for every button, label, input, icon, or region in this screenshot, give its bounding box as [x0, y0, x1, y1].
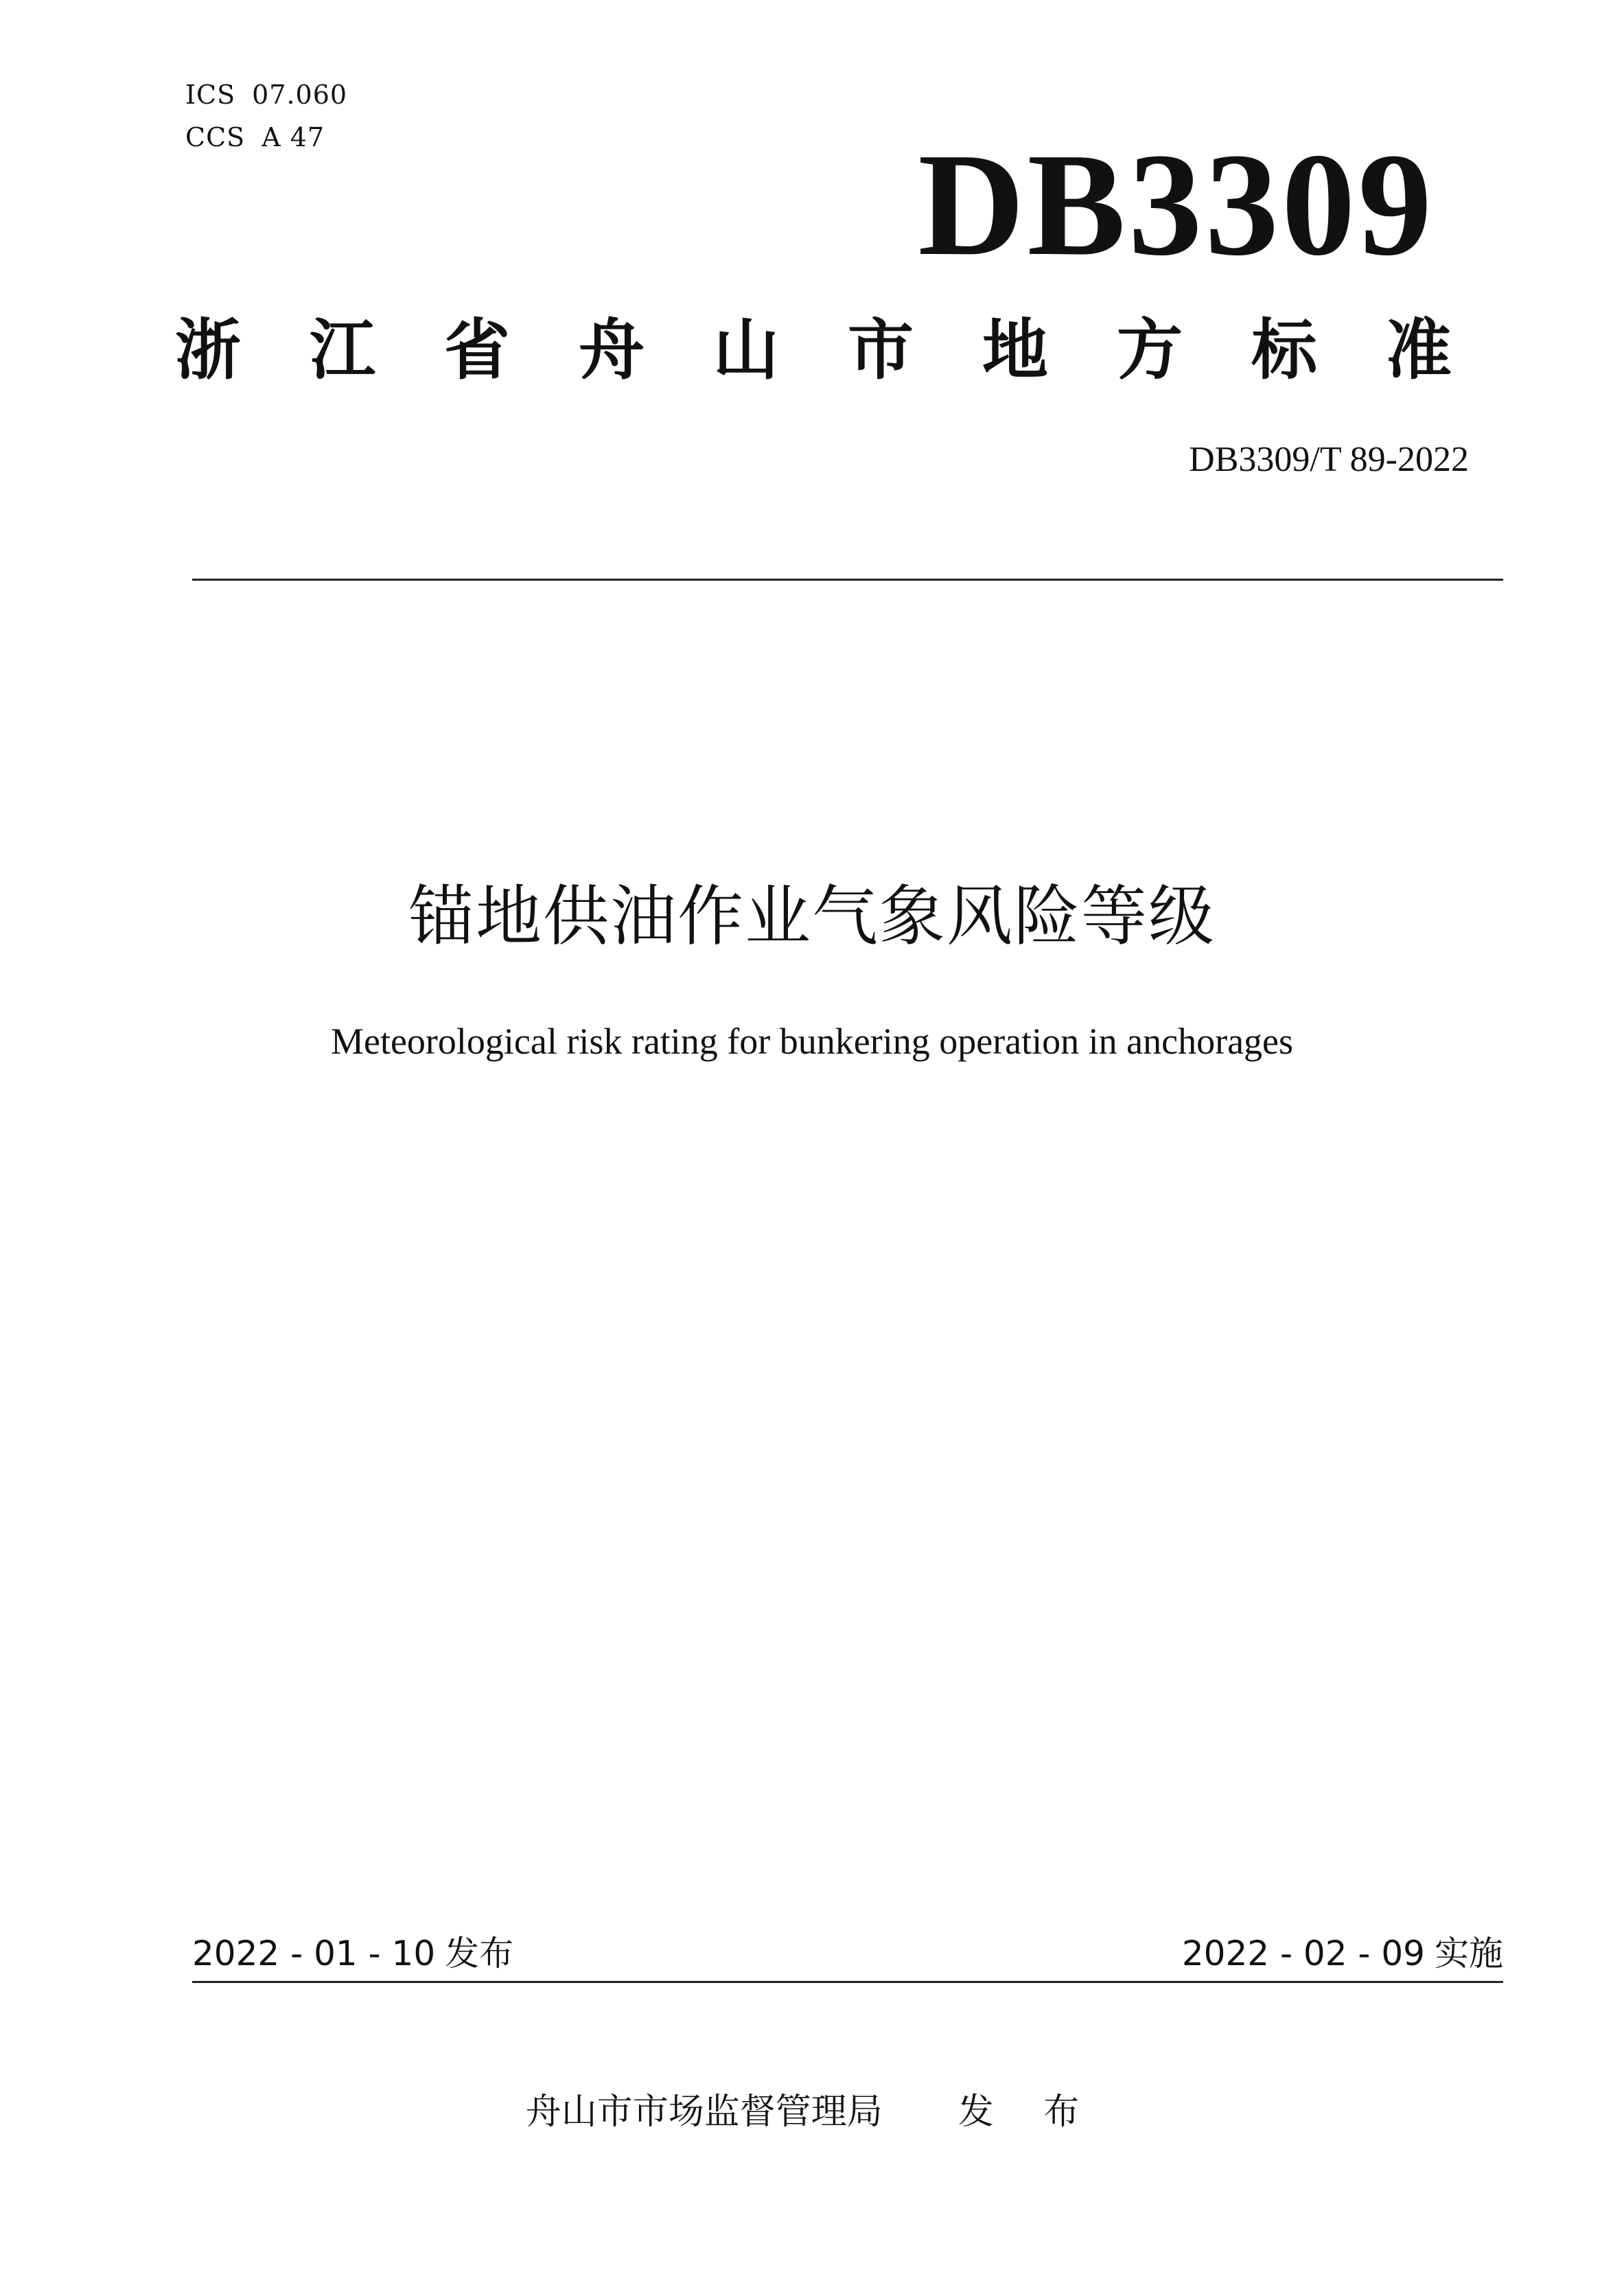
date-row [192, 1927, 1503, 1975]
publish-date: 2022 - 01 - 10 [192, 1934, 436, 1973]
issuer-name: 舟山市市场监督管理局 [525, 2091, 883, 2133]
standard-type-char: 山 [713, 312, 779, 389]
issuer-line [0, 2090, 1624, 2134]
top-divider [192, 579, 1503, 581]
standard-type-char: 方 [1117, 312, 1183, 389]
standard-type-char: 地 [982, 312, 1048, 389]
ccs-classification [185, 122, 325, 152]
standard-type-char: 准 [1386, 312, 1452, 389]
standard-type-char: 标 [1251, 312, 1317, 389]
standard-type-heading [175, 312, 1452, 388]
standard-type-char: 省 [444, 312, 510, 389]
standard-type-char: 市 [848, 312, 914, 389]
standard-type-char: 江 [310, 312, 375, 389]
ics-label: ICS [185, 80, 236, 110]
standard-number: DB3309/T 89-2022 [1189, 440, 1469, 479]
db-code-heading: DB3309 [918, 122, 1435, 286]
ics-classification [185, 80, 347, 110]
issuer-action: 发 布 [958, 2091, 1099, 2133]
publish-date-group [192, 1932, 513, 1975]
title-chinese: 锚地供油作业气象风险等级 [408, 878, 1216, 955]
bottom-divider [192, 1981, 1503, 1983]
standard-type-char: 舟 [579, 312, 645, 389]
implement-label: 实施 [1435, 1934, 1503, 1973]
ccs-label: CCS [185, 122, 246, 152]
implement-date-group [1182, 1932, 1503, 1975]
ics-code: 07.060 [252, 80, 348, 110]
standard-type-char: 浙 [175, 312, 241, 389]
implement-date: 2022 - 02 - 09 [1181, 1934, 1425, 1973]
publish-label: 发布 [445, 1934, 514, 1973]
ccs-code: A 47 [262, 122, 325, 152]
title-english: Meteorological risk rating for bunkering operation in anchorages [330, 1021, 1294, 1062]
